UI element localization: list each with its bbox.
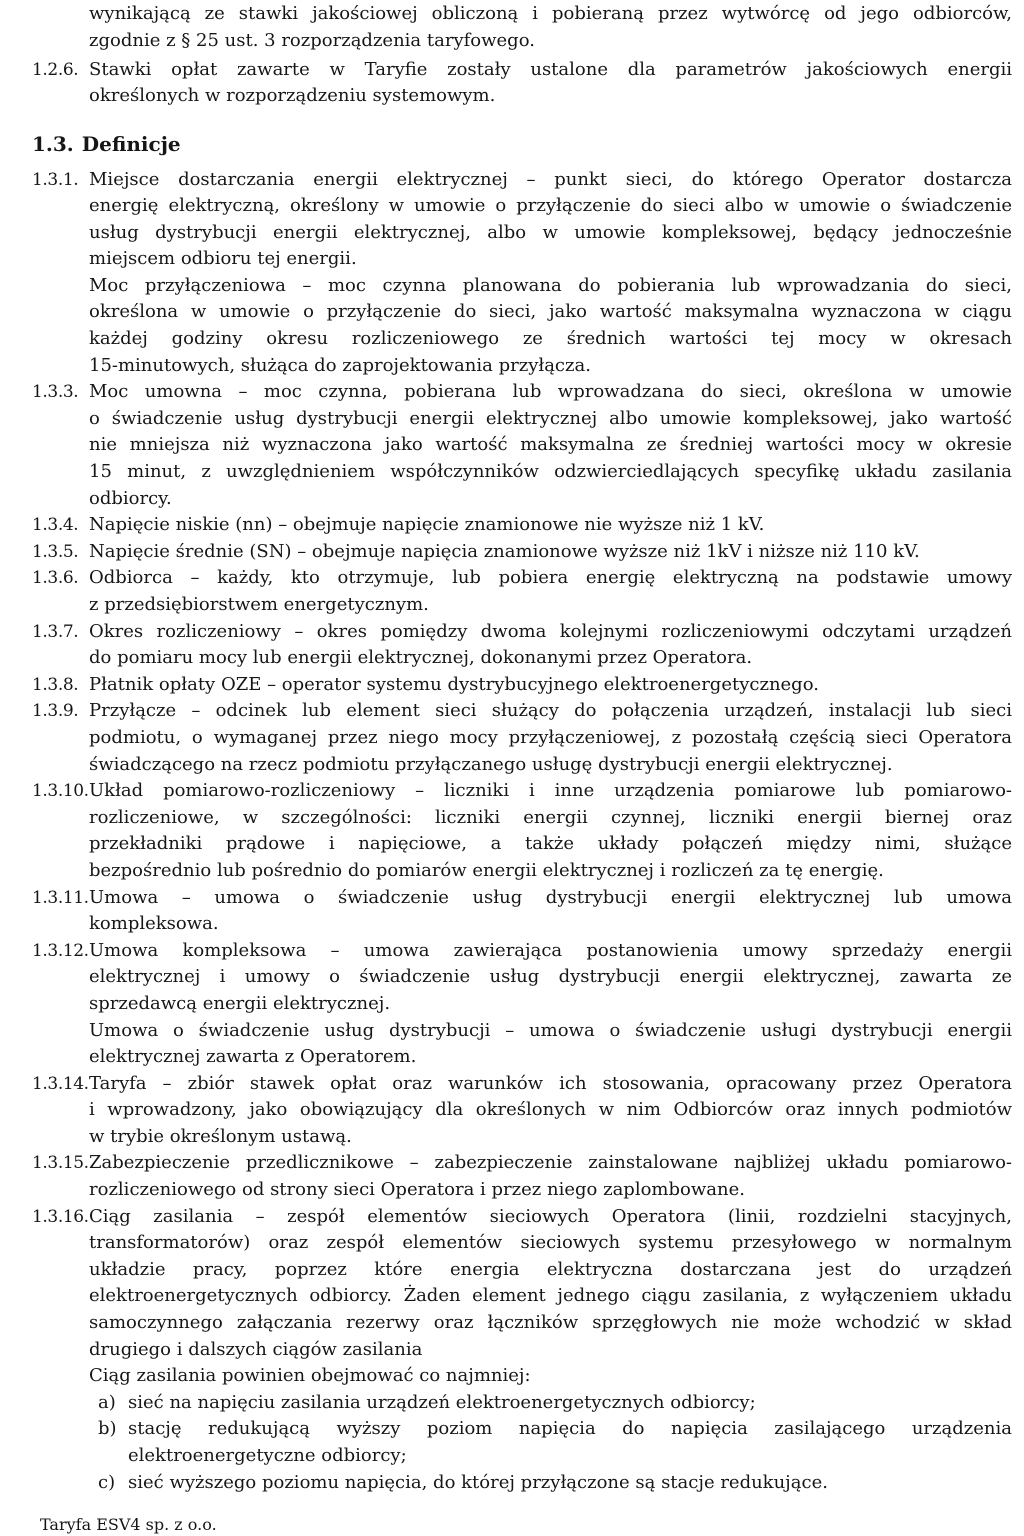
text-line: sieć wyższego poziomu napięcia, do której przyłączone są stacje redukujące.: [128, 1471, 828, 1493]
text-line: Przyłącze – odcinek lub element sieci służący do połączenia urządzeń, instalacji lub sieci: [89, 700, 1012, 722]
text-line: Moc przyłączeniowa – moc czynna planowana do pobierania lub wprowadzania do sieci,: [89, 274, 1012, 296]
text-line: miejscem odbioru tej energii.: [89, 248, 357, 270]
text-line: zgodnie z § 25 ust. 3 rozporządzenia taryfowego.: [89, 30, 535, 51]
definition-1-3-10: [0, 778, 1012, 884]
text-line: rozliczeniowe, w szczególności: liczniki energii czynnej, liczniki energii biernej oraz: [89, 806, 1012, 828]
section-heading: [32, 130, 181, 158]
definition-number: 1.3.9.: [32, 701, 79, 722]
page-footer: Taryfa ESV4 sp. z o.o.: [40, 1515, 217, 1534]
text-line: sprzedawcą energii elektrycznej.: [89, 992, 391, 1014]
definition-number: 1.3.15.: [32, 1153, 89, 1174]
text-line: 15-minutowych, służąca do zaprojektowania przyłącza.: [89, 354, 591, 376]
text-line: Umowa – umowa o świadczenie usług dystrybucji energii elektrycznej lub umowa: [89, 886, 1012, 908]
definition-number: 1.3.14.: [32, 1073, 89, 1094]
text-line: z przedsiębiorstwem energetycznym.: [89, 594, 429, 615]
text-line: układzie pracy, poprzez które energia elektryczna dostarczana jest do urządzeń: [89, 1258, 1012, 1280]
definition-1-3-9: [0, 698, 1012, 778]
definition-number: 1.3.5.: [32, 541, 79, 562]
text-line: bezpośrednio lub pośrednio do pomiarów energii elektrycznej i rozliczeń za tę energię.: [89, 859, 884, 881]
text-line: podmiotu, o wymaganej przez niego mocy przyłączeniowej, z pozostałą częścią sieci Operatora: [89, 726, 1012, 748]
text-line: usług dystrybucji energii elektrycznej, albo w umowie kompleksowej, będący jednocześnie: [89, 221, 1012, 243]
supply-chain-intro: Ciąg zasilania powinien obejmować co najmniej:: [89, 1365, 531, 1387]
list-item-c: [0, 1470, 1012, 1497]
section-number: 1.3.: [32, 132, 74, 156]
text-line: elektrycznej zawarta z Operatorem.: [89, 1046, 417, 1068]
text-line: Umowa o świadczenie usług dystrybucji – umowa o świadczenie usługi dystrybucji energii: [89, 1019, 1012, 1041]
text-line: każdej godziny okresu rozliczeniowego ze średnich wartości tej mocy w okresach: [89, 328, 1012, 350]
definition-1-3-6: [0, 565, 1012, 618]
text-line: Płatnik opłaty OZE – operator systemu dystrybucyjnego elektroenergetycznego.: [89, 673, 819, 695]
definition-1-3-8: [0, 672, 1012, 699]
text-line: sieć na napięciu zasilania urządzeń elektroenergetycznych odbiorcy;: [128, 1391, 756, 1413]
text-line: Okres rozliczeniowy – okres pomiędzy dwoma kolejnymi rozliczeniowymi odczytami urządzeń: [89, 620, 1012, 642]
text-line: i wprowadzony, jako obowiązujący dla określonych w nim Odbiorców oraz innych podmiotów: [89, 1099, 1012, 1121]
definition-number: 1.3.11.: [32, 887, 89, 908]
definitions-list: [0, 167, 1012, 1497]
list-marker: b): [98, 1418, 117, 1440]
text-line: o świadczenie usług dystrybucji energii elektrycznej albo umowie kompleksowej, jako wartość: [89, 407, 1012, 429]
list-marker: a): [98, 1391, 116, 1413]
text-line: energię elektryczną, określony w umowie o przyłączenie do sieci albo w umowie o świadczenie: [89, 195, 1012, 217]
definition-1-3-5: [0, 539, 1012, 566]
clause-number: 1.2.6.: [32, 59, 79, 80]
text-line: elektroenergetyczne odbiorcy;: [128, 1445, 407, 1466]
text-line: elektrycznej i umowy o świadczenie usług dystrybucji energii elektrycznej, zawarta ze: [89, 966, 1012, 988]
text-line: Układ pomiarowo-rozliczeniowy – liczniki i inne urządzenia pomiarowe lub pomiarowo-: [89, 780, 1012, 802]
definition-moc-przylaczeniowa: [0, 273, 1012, 379]
definition-umowa-o-swiadczenie-uslug: [0, 1018, 1012, 1071]
definition-number: 1.3.8.: [32, 674, 79, 695]
text-line: Napięcie niskie (nn) – obejmuje napięcie znamionowe nie wyższe niż 1 kV.: [89, 514, 765, 536]
continuation-paragraph: [0, 0, 1012, 54]
text-line: kompleksowa.: [89, 913, 219, 935]
text-line: świadczącego na rzecz podmiotu przyłączanego usługę dystrybucji energii elektrycznej.: [89, 753, 893, 775]
text-line: rozliczeniowego od strony sieci Operatora i przez niego zaplombowane.: [89, 1179, 745, 1201]
definition-1-3-14: [0, 1071, 1012, 1151]
text-line: określona w umowie o przyłączenie do sieci, jako wartość maksymalna wyznaczona w ciągu: [89, 301, 1012, 323]
definition-1-3-4: [0, 512, 1012, 539]
definition-number: 1.3.12.: [32, 940, 89, 961]
definition-number: 1.3.4.: [32, 515, 79, 536]
definition-1-3-7: [0, 619, 1012, 672]
definition-1-3-3: [0, 379, 1012, 512]
section-title: Definicje: [81, 132, 181, 156]
continuation-text: [0, 0, 1012, 54]
definition-1-3-16: [0, 1204, 1012, 1390]
text-line: stację redukującą wyższy poziom napięcia do napięcia zasilającego urządzenia: [128, 1418, 1012, 1440]
definition-number: 1.3.3.: [32, 382, 79, 403]
definition-number: 1.3.7.: [32, 621, 79, 642]
definition-number: 1.3.16.: [32, 1206, 89, 1227]
text-line: Stawki opłat zawarte w Taryfie zostały ustalone dla parametrów jakościowych energii: [89, 58, 1012, 80]
text-line: 15 minut, z uwzględnieniem współczynników odzwierciedlających specyfikę układu zasilania: [89, 461, 1012, 483]
text-line: Ciąg zasilania – zespół elementów sieciowych Operatora (linii, rozdzielni stacyjnych,: [89, 1205, 1012, 1227]
text-line: Umowa kompleksowa – umowa zawierająca postanowienia umowy sprzedaży energii: [89, 939, 1012, 961]
text-line: Miejsce dostarczania energii elektrycznej – punkt sieci, do którego Operator dostarcza: [89, 168, 1012, 190]
text-line: przekładniki prądowe i napięciowe, a także układy połączeń między nimi, służące: [89, 833, 1012, 855]
text-line: Zabezpieczenie przedlicznikowe – zabezpieczenie zainstalowane najbliżej układu pomiarowo-: [89, 1152, 1012, 1174]
text-line: transformatorów) oraz zespół elementów sieciowych systemu przesyłowego w normalnym: [89, 1232, 1012, 1254]
definition-1-3-15: [0, 1150, 1012, 1203]
text-line: nie mniejsza niż wyznaczona jako wartość maksymalna ze średniej wartości mocy w okresie: [89, 434, 1012, 456]
text-line: elektroenergetycznych odbiorcy. Żaden element jednego ciągu zasilania, z wyłączeniem układu: [89, 1285, 1012, 1307]
text-line: drugiego i dalszych ciągów zasilania: [89, 1338, 423, 1360]
definition-1-3-12: [0, 938, 1012, 1018]
definition-number: 1.3.10.: [32, 781, 89, 802]
text-line: samoczynnego załączania rezerwy oraz łączników sprzęgłowych nie może wchodzić w skład: [89, 1312, 1012, 1334]
list-item-b: [0, 1416, 1012, 1469]
definition-number: 1.3.6.: [32, 568, 79, 589]
definition-1-3-11: [0, 885, 1012, 938]
text-line: Napięcie średnie (SN) – obejmuje napięcia znamionowe wyższe niż 1kV i niższe niż 110 kV.: [89, 540, 920, 562]
list-item-a: [0, 1390, 1012, 1417]
text-line: w trybie określonym ustawą.: [89, 1125, 352, 1147]
text-line: do pomiaru mocy lub energii elektrycznej, dokonanymi przez Operatora.: [89, 647, 753, 669]
text-line: Moc umowna – moc czynna, pobierana lub wprowadzana do sieci, określona w umowie: [89, 381, 1012, 403]
text-line: wynikającą ze stawki jakościowej obliczoną i pobieraną przez wytwórcę od jego odbiorców,: [89, 3, 1012, 24]
clause-1-2-6: [0, 57, 1012, 110]
text-line: Odbiorca – każdy, kto otrzymuje, lub pobiera energię elektryczną na podstawie umowy: [89, 567, 1012, 589]
text-line: Taryfa – zbiór stawek opłat oraz warunków ich stosowania, opracowany przez Operatora: [89, 1072, 1012, 1094]
text-line: odbiorcy.: [89, 487, 172, 509]
definition-number: 1.3.1.: [32, 169, 79, 190]
definition-1-3-1: [0, 167, 1012, 273]
clause-body: [0, 57, 1012, 110]
text-line: określonych w rozporządzeniu systemowym.: [89, 85, 496, 107]
list-marker: c): [98, 1471, 116, 1493]
